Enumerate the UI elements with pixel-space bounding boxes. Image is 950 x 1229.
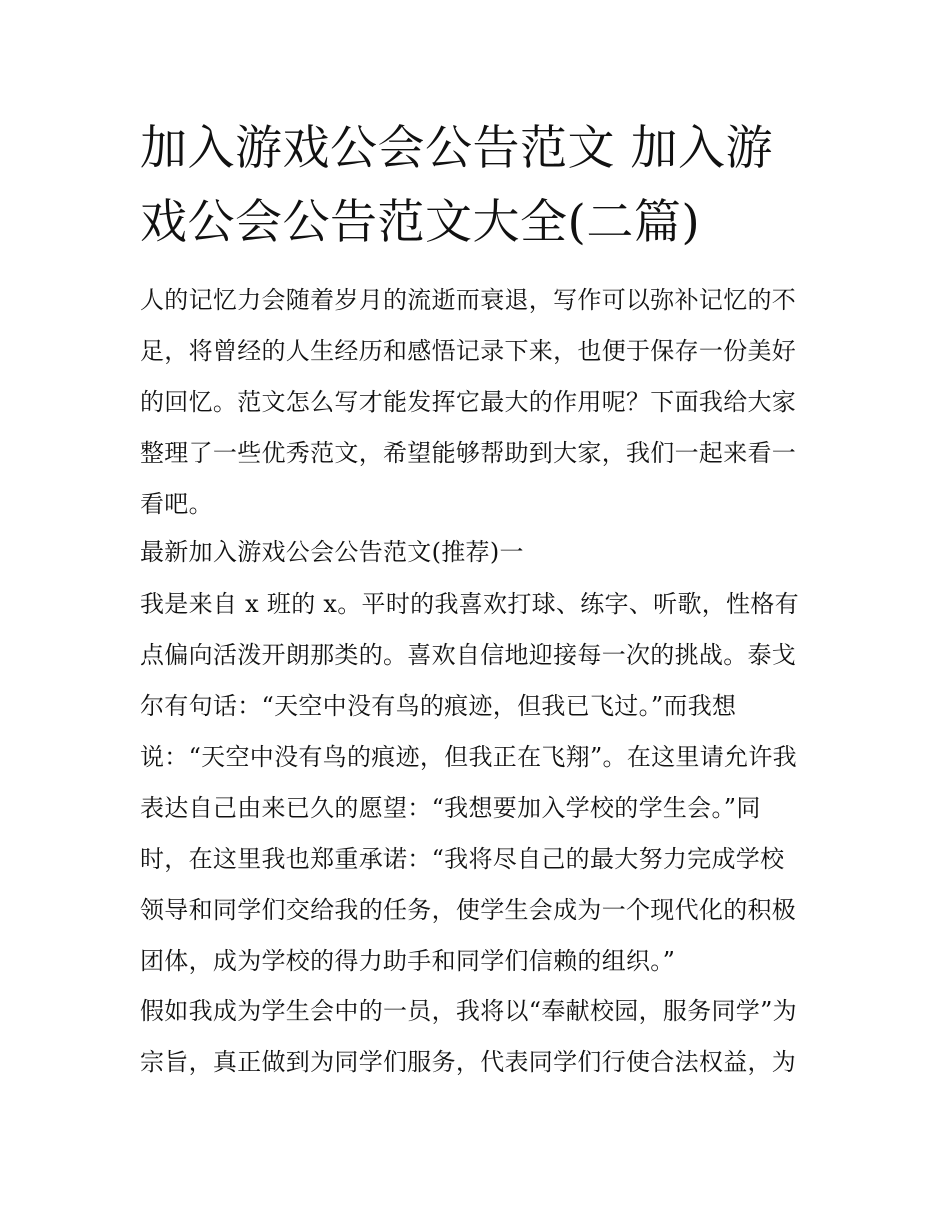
paragraph-line: 看吧。 (140, 490, 213, 518)
paragraph-line: 领导和同学们交给我的任务，使学生会成为一个现代化的积极 (140, 896, 797, 924)
paragraph-line: 的回忆。范文怎么写才能发挥它最大的作用呢？下面我给大家 (140, 388, 797, 416)
paragraph-line: 我是来自 x 班的 x。平时的我喜欢打球、练字、听歌，性格有 (140, 590, 799, 618)
paragraph-line: 宗旨，真正做到为同学们服务，代表同学们行使合法权益，为 (140, 1048, 797, 1076)
paragraph-line: 表达自己由来已久的愿望：“我想要加入学校的学生会。”同 (140, 794, 761, 822)
paragraph-line: 时，在这里我也郑重承诺：“我将尽自己的最大努力完成学校 (140, 845, 785, 873)
paragraph-line: 团体，成为学校的得力助手和同学们信赖的组织。” (140, 947, 676, 975)
paragraph-line: 人的记忆力会随着岁月的流逝而衰退，写作可以弥补记忆的不 (140, 286, 797, 314)
section-heading: 最新加入游戏公会公告范文(推荐)一 (140, 538, 524, 566)
document-title: 加入游戏公会公告范文 加入游戏公会公告范文大全(二篇) (140, 121, 773, 250)
paragraph-line: 假如我成为学生会中的一员，我将以“奉献校园，服务同学”为 (140, 997, 797, 1025)
paragraph-line: 足，将曾经的人生经历和感悟记录下来，也便于保存一份美好 (140, 337, 797, 365)
paragraph-line: 整理了一些优秀范文，希望能够帮助到大家，我们一起来看一 (140, 439, 797, 467)
paragraph-line: 说：“天空中没有鸟的痕迹，但我正在飞翔”。在这里请允许我 (140, 743, 797, 771)
paragraph-line: 尔有句话：“天空中没有鸟的痕迹，但我已飞过。”而我想 (140, 692, 737, 720)
paragraph-line: 点偏向活泼开朗那类的。喜欢自信地迎接每一次的挑战。泰戈 (140, 641, 797, 669)
